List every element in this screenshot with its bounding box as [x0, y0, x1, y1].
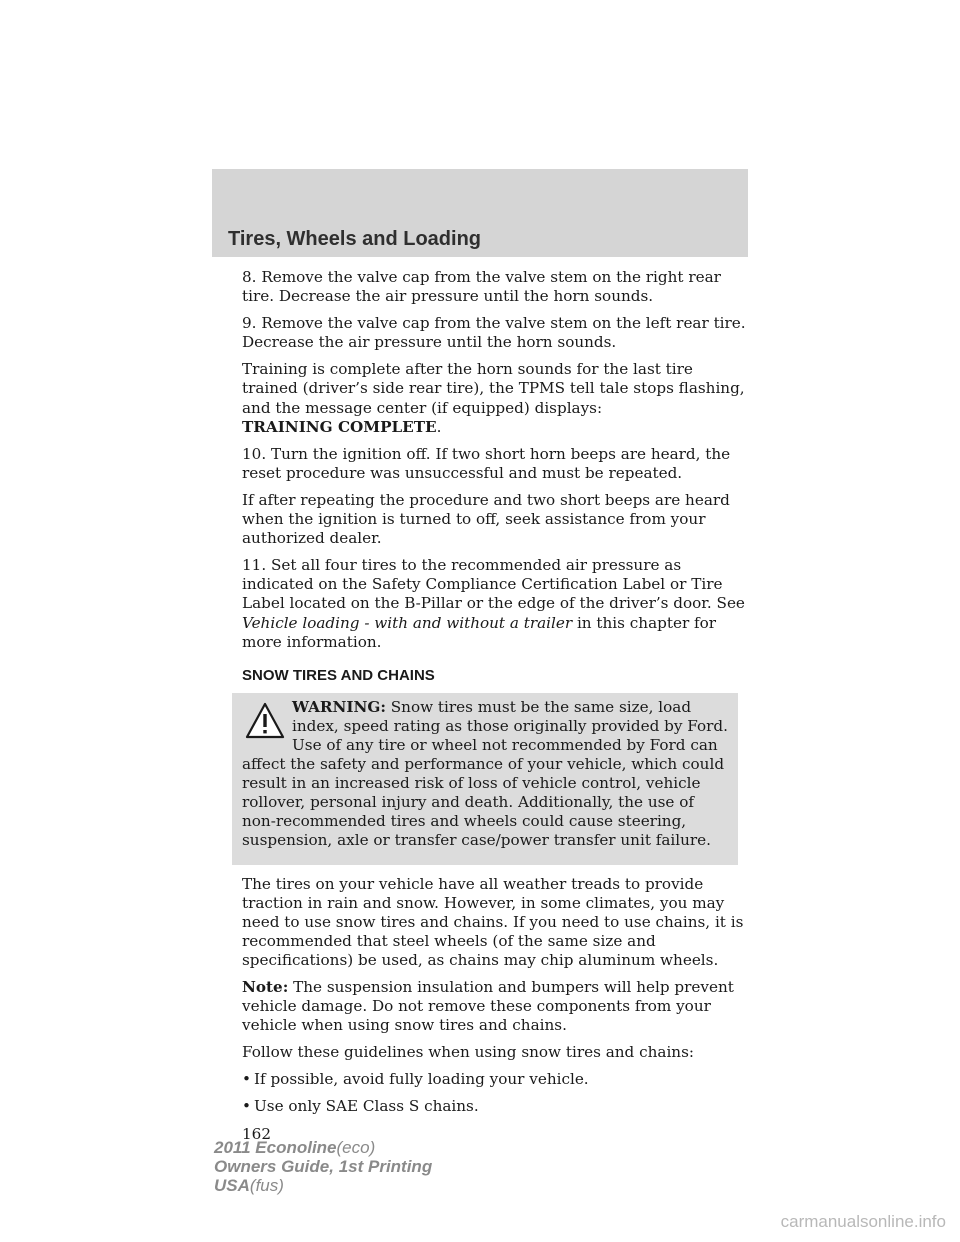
traction-paragraph: The tires on your vehicle have all weather treads to provide traction in rain and snow. However, in some climates, you may need to use snow tires and chains. If you need to use chains, it is recommended that steel wheels (of the same size and specifications) be used, as chains may chip aluminum wheels. [242, 874, 744, 969]
training-paragraph: Training is complete after the horn sounds for the last tire trained (driver’s side rear tire), the TPMS tell tale stops flashing, and the message center (if equipped) displays: TRAINING COMPLETE. [242, 360, 745, 436]
cross-reference-link: Vehicle loading - with and without a trailer [242, 613, 573, 632]
footer-model: 2011 Econoline [214, 1138, 337, 1157]
site-watermark: carmanualsonline.info [780, 1212, 946, 1231]
warning-triangle-icon [244, 701, 286, 741]
footer-model-code: (eco) [336, 1138, 376, 1157]
note-text: The suspension insulation and bumpers will help prevent vehicle damage. Do not remove these components from your vehicle when using snow tires and chains. [242, 978, 734, 1035]
bullet-icon: • [242, 1070, 251, 1089]
note-label: Note: [242, 978, 289, 996]
page-content [242, 268, 748, 1144]
note-paragraph [242, 978, 748, 1035]
step-9: 9. Remove the valve cap from the valve stem on the left rear tire. Decrease the air pressure until the horn sounds. [242, 314, 746, 352]
bullet-text: Use only SAE Class S chains. [254, 1097, 479, 1116]
step-11-text-end: in this chapter for more information. [242, 613, 717, 651]
warning-text: Snow tires must be the same size, load index, speed rating as those originally provided by Ford. Use of any tire or wheel not recommended by Ford can affect the safety and performance of your vehicle, which could result in an increased risk of loss of vehicle control, vehicle rollover, personal injury and death. Additionally, the use of non-recommended tires and wheels could cause steering, suspension, axle or transfer case/power transfer unit failure. [242, 697, 728, 850]
bullet-item [242, 1070, 748, 1089]
training-complete-message: TRAINING COMPLETE [242, 417, 437, 436]
warning-box [232, 693, 738, 865]
footer-market-code: (fus) [249, 1176, 284, 1195]
warning-body [242, 698, 730, 851]
section-header-bar [212, 169, 748, 257]
document-footer [214, 1138, 432, 1195]
bullet-item [242, 1097, 748, 1116]
warning-label: WARNING: [292, 697, 386, 716]
footer-guide: Owners Guide, 1st Printing [214, 1157, 433, 1176]
repeat-paragraph: If after repeating the procedure and two short beeps are heard when the ignition is turned to off, seek assistance from your authorized dealer. [242, 490, 730, 548]
bullet-text: If possible, avoid fully loading your vehicle. [254, 1070, 589, 1089]
guidelines-intro: Follow these guidelines when using snow tires and chains: [242, 1043, 694, 1062]
step-11 [242, 556, 748, 651]
section-heading: SNOW TIRES AND CHAINS [242, 666, 435, 684]
bullet-icon: • [242, 1097, 251, 1116]
step-10: 10. Turn the ignition off. If two short horn beeps are heard, the reset procedure was unsuccessful and must be repeated. [242, 444, 731, 482]
page-number: 162 [242, 1124, 271, 1143]
training-text: Training is complete after the horn sounds for the last tire trained (driver’s side rear tire), the TPMS tell tale stops flashing, and the message center (if equipped) displays: [242, 360, 745, 417]
step-11-text: 11. Set all four tires to the recommended air pressure as indicated on the Safety Compliance Certification Label or Tire Label located on the B-Pillar or the edge of the driver’s door. See [242, 556, 745, 613]
footer-market: USA [214, 1176, 250, 1195]
chapter-title: Tires, Wheels and Loading [228, 228, 482, 250]
step-8: 8. Remove the valve cap from the valve stem on the right rear tire. Decrease the air pressure until the horn sounds. [242, 268, 721, 306]
